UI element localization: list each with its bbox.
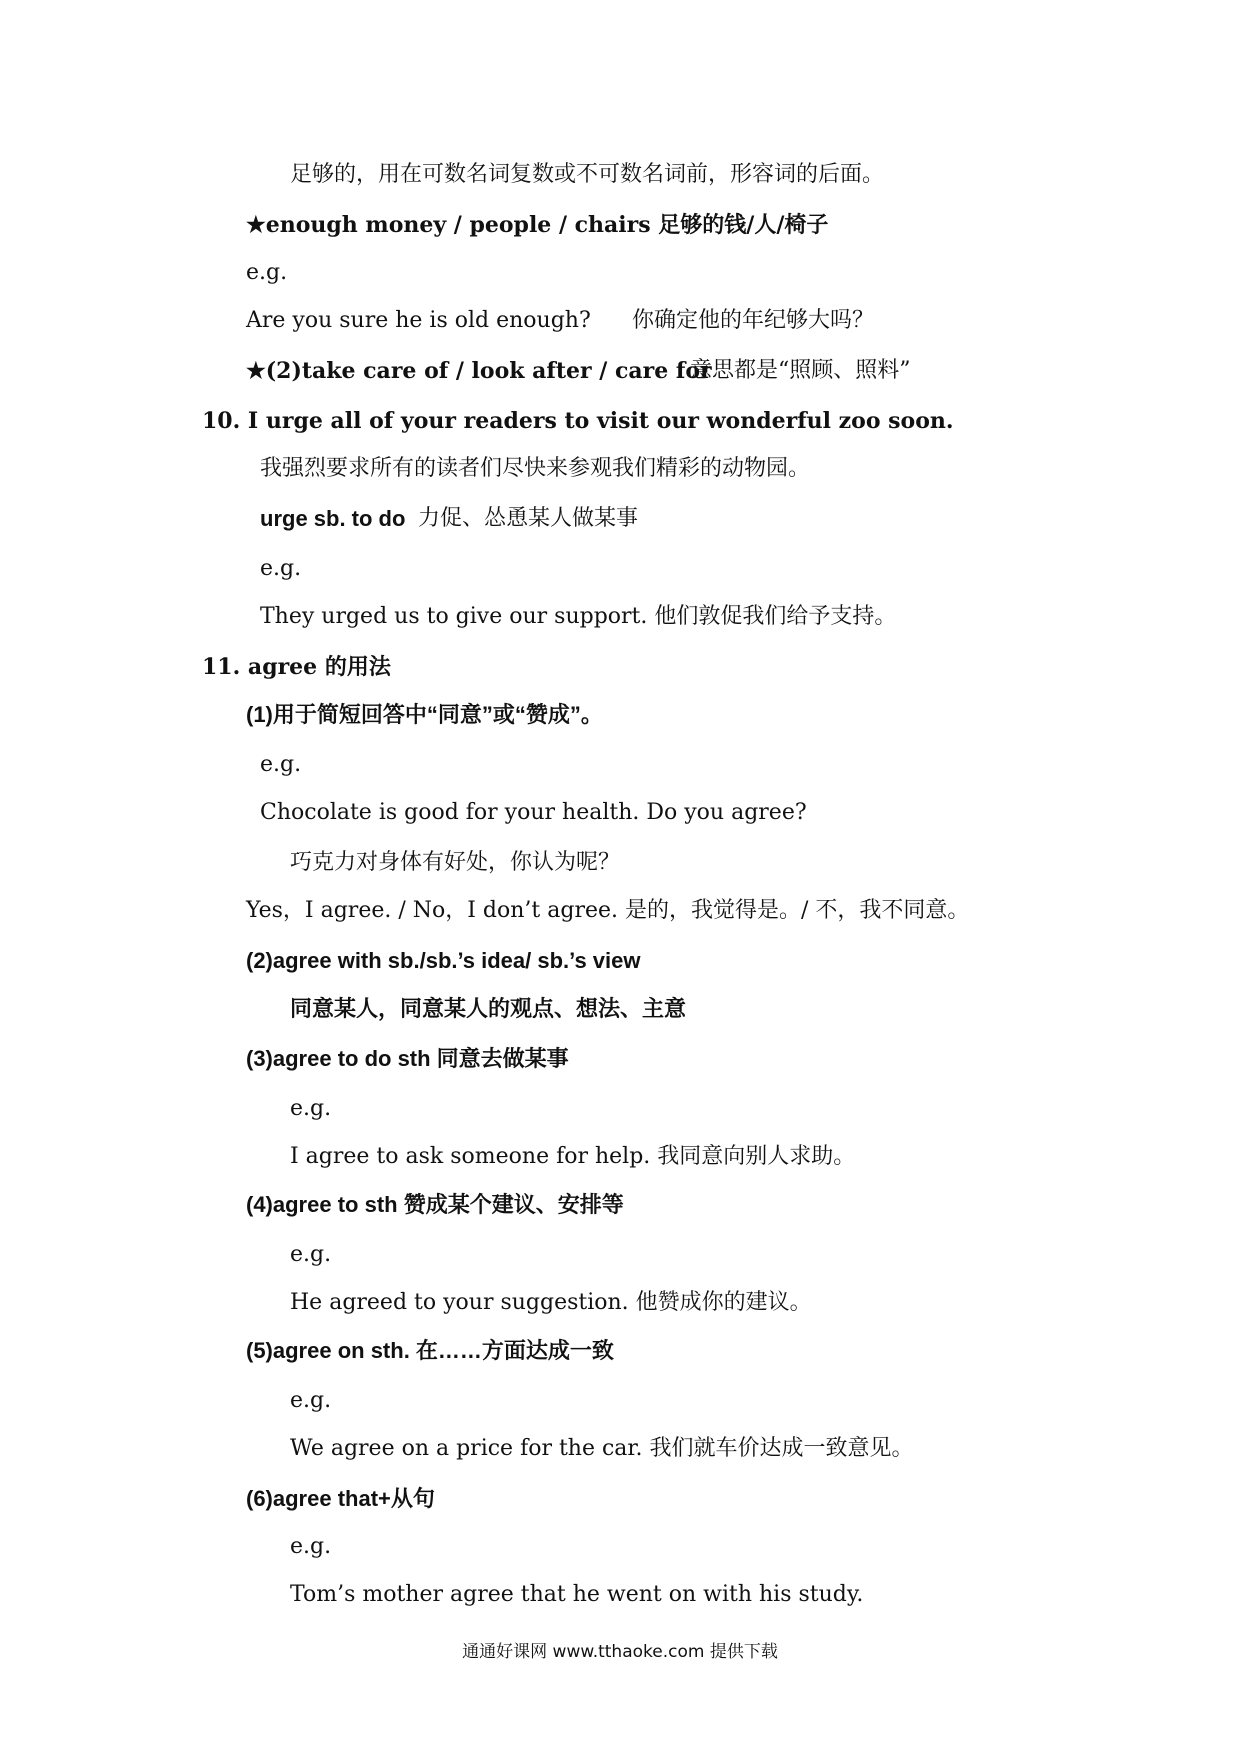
text-line: 10. I urge all of your readers to visit our wonderful zoo soon. bbox=[202, 408, 954, 434]
text-line: (4)agree to sth 赞成某个建议、安排等 bbox=[246, 1192, 624, 1217]
text-line: urge sb. to do bbox=[260, 506, 406, 531]
text-line: Are you sure he is old enough? bbox=[246, 308, 591, 333]
text-line: (5)agree on sth. 在……方面达成一致 bbox=[246, 1338, 614, 1363]
text-line: 足够的，用在可数名词复数或不可数名词前，形容词的后面。 bbox=[290, 162, 885, 187]
text-line: e.g. bbox=[260, 556, 302, 581]
text-line: Chocolate is good for your health. Do you agree? bbox=[260, 800, 807, 825]
text-line: We agree on a price for the car. 我们就车价达成一致意见。 bbox=[290, 1436, 914, 1461]
text-line: (1)用于简短回答中“同意”或“赞成”。 bbox=[246, 702, 603, 727]
text-line: e.g. bbox=[246, 260, 288, 285]
text-line: e.g. bbox=[290, 1388, 332, 1413]
text-line: They urged us to give our support. 他们敦促我们给予支持。 bbox=[260, 604, 897, 629]
text-line: e.g. bbox=[290, 1242, 332, 1267]
text-line: e.g. bbox=[290, 1096, 332, 1121]
text-line: 同意某人，同意某人的观点、想法、主意 bbox=[290, 996, 687, 1021]
text-line: ★(2)take care of / look after / care for bbox=[246, 358, 712, 384]
text-line: (3)agree to do sth 同意去做某事 bbox=[246, 1046, 569, 1071]
text-line: e.g. bbox=[260, 752, 302, 777]
text-line: 意思都是“照顾、照料” bbox=[690, 358, 911, 383]
text-line: Yes，I agree. / No，I don’t agree. 是的，我觉得是。/ 不，我不同意。 bbox=[246, 898, 970, 923]
page-footer: 通通好课网 www.tthaoke.com 提供下载 bbox=[462, 1642, 778, 1662]
text-line: (2)agree with sb./sb.’s idea/ sb.’s view bbox=[246, 948, 641, 973]
text-line: 巧克力对身体有好处，你认为呢？ bbox=[290, 850, 621, 875]
text-line: e.g. bbox=[290, 1534, 332, 1559]
text-line: 11. agree 的用法 bbox=[202, 654, 391, 680]
text-line: He agreed to your suggestion. 他赞成你的建议。 bbox=[290, 1290, 812, 1315]
text-line: 你确定他的年纪够大吗？ bbox=[632, 308, 875, 333]
text-line: ★enough money / people / chairs 足够的钱/人/椅子 bbox=[246, 212, 829, 238]
text-line: 力促、怂恿某人做某事 bbox=[418, 506, 639, 531]
text-line: I agree to ask someone for help. 我同意向别人求助。 bbox=[290, 1144, 856, 1169]
text-line: 我强烈要求所有的读者们尽快来参观我们精彩的动物园。 bbox=[260, 456, 811, 481]
text-line: (6)agree that+从句 bbox=[246, 1486, 435, 1511]
text-line: Tom’s mother agree that he went on with his study. bbox=[290, 1582, 864, 1607]
